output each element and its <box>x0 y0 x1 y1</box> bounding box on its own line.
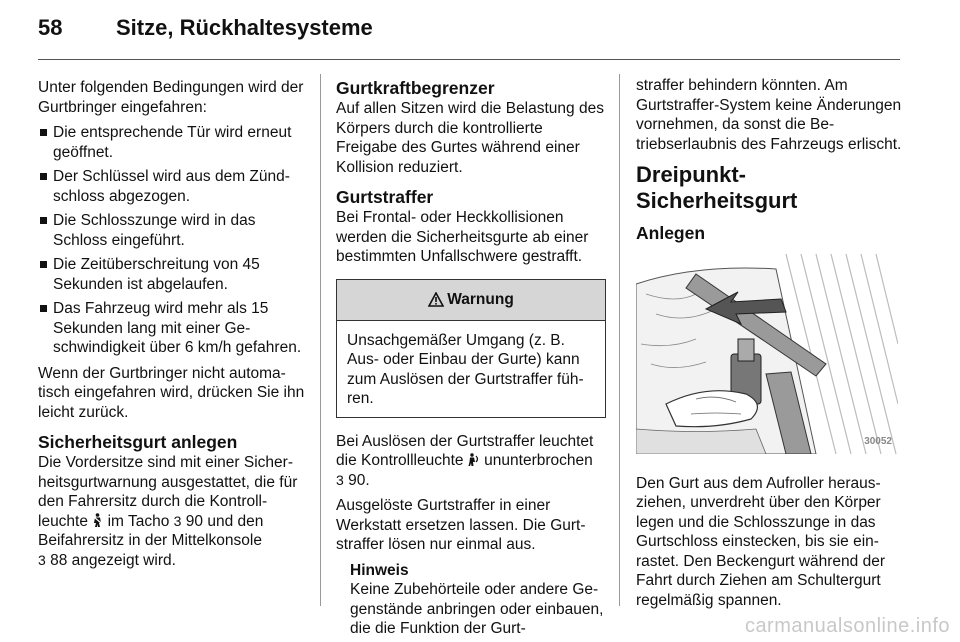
seatbelt-illustration <box>636 254 898 454</box>
header-divider <box>38 59 900 60</box>
reference-arrow-icon: 3 <box>173 512 182 529</box>
section-heading: Sicherheitsgurt anlegen <box>38 432 238 452</box>
warning-box <box>336 279 606 418</box>
fastening-seatbelt-illustration <box>636 254 898 454</box>
fastening-instructions: Den Gurt aus dem Aufroller herausziehen, unverdreht über den Körper legen und die Schlosszunge in das Gurtschloss einstecken, bis sie einrastet. Den Beckengurt während der Fahrt durch Ziehen am Schultergurt regelmäßig spannen. <box>636 474 885 609</box>
load-limiter-text: Auf allen Sitzen wird die Belastung des Körpers durch die kontrollierte Freigabe des Gurtes während einer Kollision reduziert. <box>336 100 604 176</box>
seatbelt-warning-text: Die Vordersitze sind mit einer Sicherheitsgurtwarnung ausgestattet, die für den Fahrersitz durch die Kontrollleuchte im Tacho 3 90 und den Beifahrersitz in der Mittelkonsole 3 88 angezeigt wird. <box>38 454 298 569</box>
seatbelt-person-icon <box>92 513 103 528</box>
hint-title: Hinweis <box>350 561 409 579</box>
hint-text: Keine Zubehörteile oder andere Gegenstände anbringen oder einbauen, die die Funktion der Gurt- <box>350 581 604 637</box>
warning-text: Unsachgemäßer Umgang (z. B. Aus- oder Einbau der Gurte) kann zum Auslösen der Gurtstraffer führen. <box>347 331 584 407</box>
replace-tensioner-text: Ausgelöste Gurtstraffer in einer Werkstatt ersetzen lassen. Die Gurtstraffer lösen nur einmal aus. <box>336 497 586 553</box>
list-item: Die entsprechende Tür wird erneut geöffnet. <box>38 123 306 162</box>
list-item: Die Zeitüberschreitung von 45 Sekunden ist abgelaufen. <box>38 255 306 294</box>
continued-text: straffer behindern könnten. Am Gurtstraffer-System keine Änderungen vornehmen, da sonst die Betriebserlaubnis des Fahrzeugs erlischt. <box>636 77 902 153</box>
page-title: Sitze, Rückhaltesysteme <box>116 15 373 40</box>
subsection-heading: Anlegen <box>636 223 706 243</box>
column-divider-1 <box>320 74 321 606</box>
page-header <box>38 15 373 41</box>
figure-number: 30052 <box>864 436 892 447</box>
list-item: Der Schlüssel wird aus dem Zündschloss abgezogen. <box>38 167 306 206</box>
belt-tensioner-icon <box>468 453 480 467</box>
column-divider-2 <box>619 74 620 606</box>
reference-arrow-icon: 3 <box>38 551 46 568</box>
warning-triangle-icon <box>428 292 444 307</box>
column-2 <box>336 78 606 639</box>
list-item: Die Schlosszunge wird in das Schloss eingeführt. <box>38 211 306 250</box>
section-heading: Gurtstraffer <box>336 187 434 207</box>
hint-block <box>336 561 606 639</box>
section-heading: Gurtkraftbegrenzer <box>336 78 495 98</box>
page-number: 58 <box>38 15 63 40</box>
condition-list <box>38 123 306 358</box>
column-1 <box>38 78 306 576</box>
column-3 <box>636 76 904 616</box>
list-item: Das Fahrzeug wird mehr als 15 Sekunden lang mit einer Geschwindigkeit über 6 km/h gefahren. <box>38 299 306 358</box>
warning-title: Warnung <box>447 290 514 308</box>
reference-arrow-icon: 3 <box>336 471 344 488</box>
section-heading-main: Dreipunkt-Sicherheitsgurt <box>636 162 798 213</box>
tensioner-text: Bei Frontal- oder Heckkollisionen werden die Sicherheitsgurte ab einer bestimmten Unfallschwere gestrafft. <box>336 209 589 265</box>
intro-text: Unter folgenden Bedingungen wird der Gurtbringer eingefahren: <box>38 79 304 116</box>
push-back-text: Wenn der Gurtbringer nicht automatisch eingefahren wird, drücken Sie ihn leicht zurück. <box>38 364 305 421</box>
tensioner-light-text: Bei Auslösen der Gurtstraffer leuchtet die Kontrollleuchte ununterbrochen 3 90. <box>336 432 594 489</box>
watermark: carmanualsonline.info <box>744 615 950 637</box>
warning-header <box>337 280 605 321</box>
